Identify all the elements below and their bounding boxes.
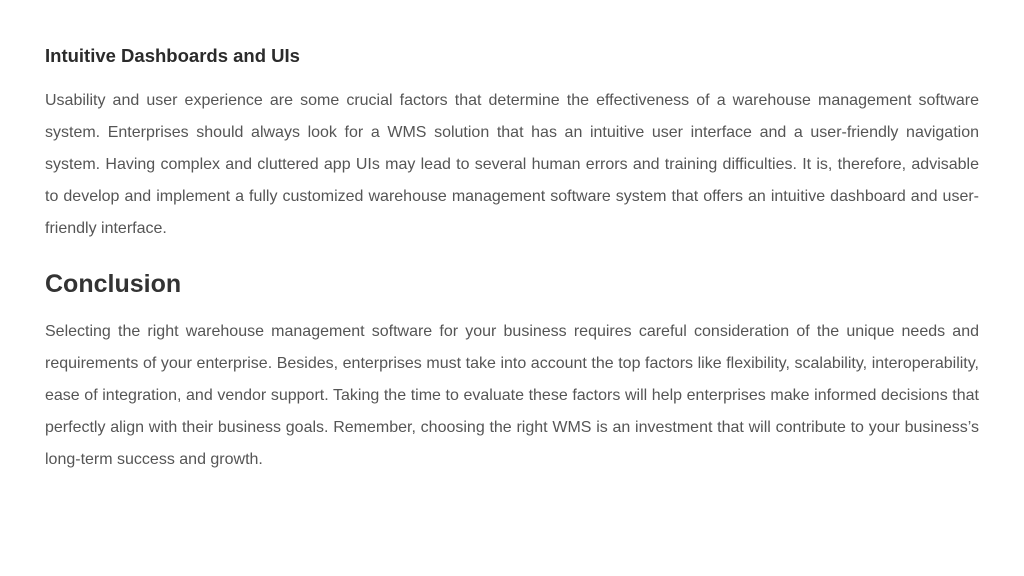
conclusion-paragraph: Selecting the right warehouse management software for your business requires careful consideration of the unique needs and requirements of your enterprise. Besides, enterprises must take into account the top factors like flexibility, scalability, interoperability, ease of integration, and vendor support. Taking the time to evaluate these factors will help enterprises make informed decisions that perfectly align with their business goals. Remember, choosing the right WMS is an investment that will contribute to your business’s long-term success and growth. [45,323,979,468]
section-paragraph-intuitive-dashboards: Usability and user experience are some crucial factors that determine the effectiveness of a warehouse management software system. Enterprises should always look for a WMS solution that has an intuitive user interface and a user-friendly navigation system. Having complex and cluttered app UIs may lead to several human errors and training difficulties. It is, therefore, advisable to develop and implement a fully customized warehouse management software system that offers an intuitive dashboard and user-friendly interface. [45,92,979,237]
conclusion-heading: Conclusion [45,270,182,298]
section-heading-intuitive-dashboards: Intuitive Dashboards and UIs [45,45,300,66]
